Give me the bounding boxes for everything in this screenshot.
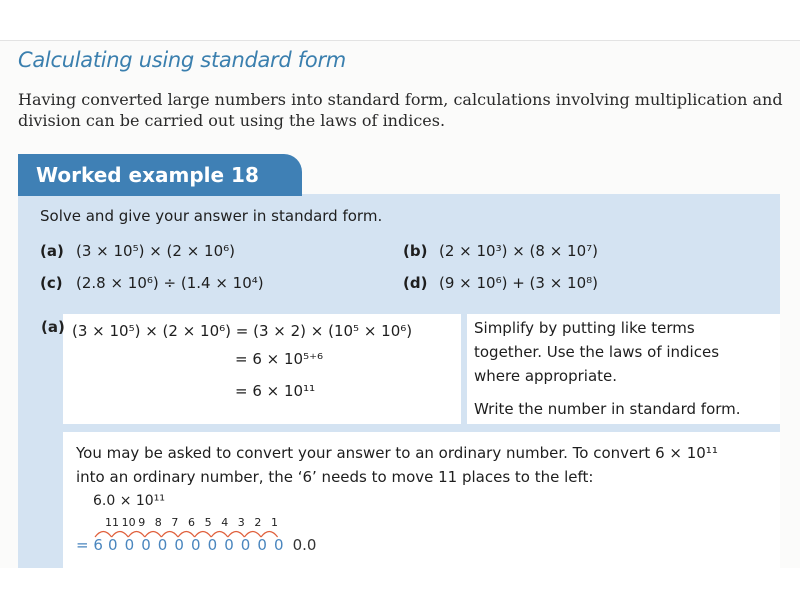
ordinary-number-digit: 0 <box>191 536 201 554</box>
ordinary-number-digit: 0 <box>224 536 234 554</box>
question-c-label: (c) <box>40 274 63 292</box>
question-b-label: (b) <box>403 242 428 260</box>
note-line-2: together. Use the laws of indices <box>474 343 720 361</box>
ordinary-number-digit: 0 <box>157 536 168 554</box>
intro-line-2: division can be carried out using the laws of indices. <box>18 111 446 130</box>
place-count: 7 <box>171 516 179 529</box>
ordinary-number-digit: 0 <box>257 536 267 554</box>
conversion-line-1: You may be asked to convert your answer to an ordinary number. To convert 6 × 10¹¹ <box>76 444 718 462</box>
divider <box>0 40 800 41</box>
ordinary-number-prefix: = 6 <box>76 536 103 554</box>
place-count: 4 <box>221 516 229 529</box>
question-d-text: (9 × 10⁶) + (3 × 10⁸) <box>439 274 599 292</box>
question-c-text: (2.8 × 10⁶) ÷ (1.4 × 10⁴) <box>76 274 264 292</box>
note-line-4: Write the number in standard form. <box>474 400 741 418</box>
standard-form-number: 6.0 × 10¹¹ <box>93 493 165 509</box>
question-d-label: (d) <box>403 274 428 292</box>
question-c <box>40 274 264 292</box>
question-d <box>403 274 598 292</box>
working-label: (a) <box>41 318 65 336</box>
ordinary-number-digit: 0 <box>141 536 151 554</box>
working-line-2: = 6 × 10⁵⁺⁶ <box>235 350 324 368</box>
section-title: Calculating using standard form <box>18 48 346 72</box>
ordinary-number-digit: 0 <box>274 536 284 554</box>
place-count: 1 <box>271 516 278 529</box>
place-count: 9 <box>138 516 146 529</box>
conversion-text <box>76 441 776 489</box>
note-line-3: where appropriate. <box>474 367 618 385</box>
intro-paragraph <box>18 89 788 131</box>
ordinary-number-digit: 0 <box>174 536 184 554</box>
place-count: 8 <box>154 516 162 529</box>
worked-example-tab: Worked example 18 <box>18 154 302 196</box>
ordinary-number-suffix: 0.0 <box>292 536 317 554</box>
place-count: 3 <box>237 516 245 529</box>
question-a <box>40 242 235 260</box>
ordinary-number-digit: 0 <box>124 536 135 554</box>
ordinary-number-digit: 0 <box>108 536 118 554</box>
note-line-1: Simplify by putting like terms <box>474 319 695 337</box>
question-b-text: (2 × 10³) × (8 × 10⁷) <box>439 242 599 260</box>
question-b <box>403 242 598 260</box>
question-a-label: (a) <box>40 242 64 260</box>
ordinary-number-digit: 0 <box>207 536 218 554</box>
intro-line-1: Having converted large numbers into standard form, calculations involving multiplication and <box>18 90 783 109</box>
place-count: 11 <box>105 516 119 529</box>
question-a-text: (3 × 10⁵) × (2 × 10⁶) <box>76 242 236 260</box>
instruction: Solve and give your answer in standard form. <box>40 207 383 225</box>
place-count: 10 <box>121 516 136 529</box>
place-count: 6 <box>188 516 195 529</box>
place-count: 5 <box>204 516 212 529</box>
working-line-1: (3 × 10⁵) × (2 × 10⁶) = (3 × 2) × (10⁵ × 10⁶) <box>72 322 413 340</box>
working-line-3: = 6 × 10¹¹ <box>235 382 316 400</box>
place-count: 2 <box>254 516 262 529</box>
ordinary-number-digit: 0 <box>240 536 251 554</box>
conversion-line-2: into an ordinary number, the ‘6’ needs to move 11 places to the left: <box>76 468 594 486</box>
